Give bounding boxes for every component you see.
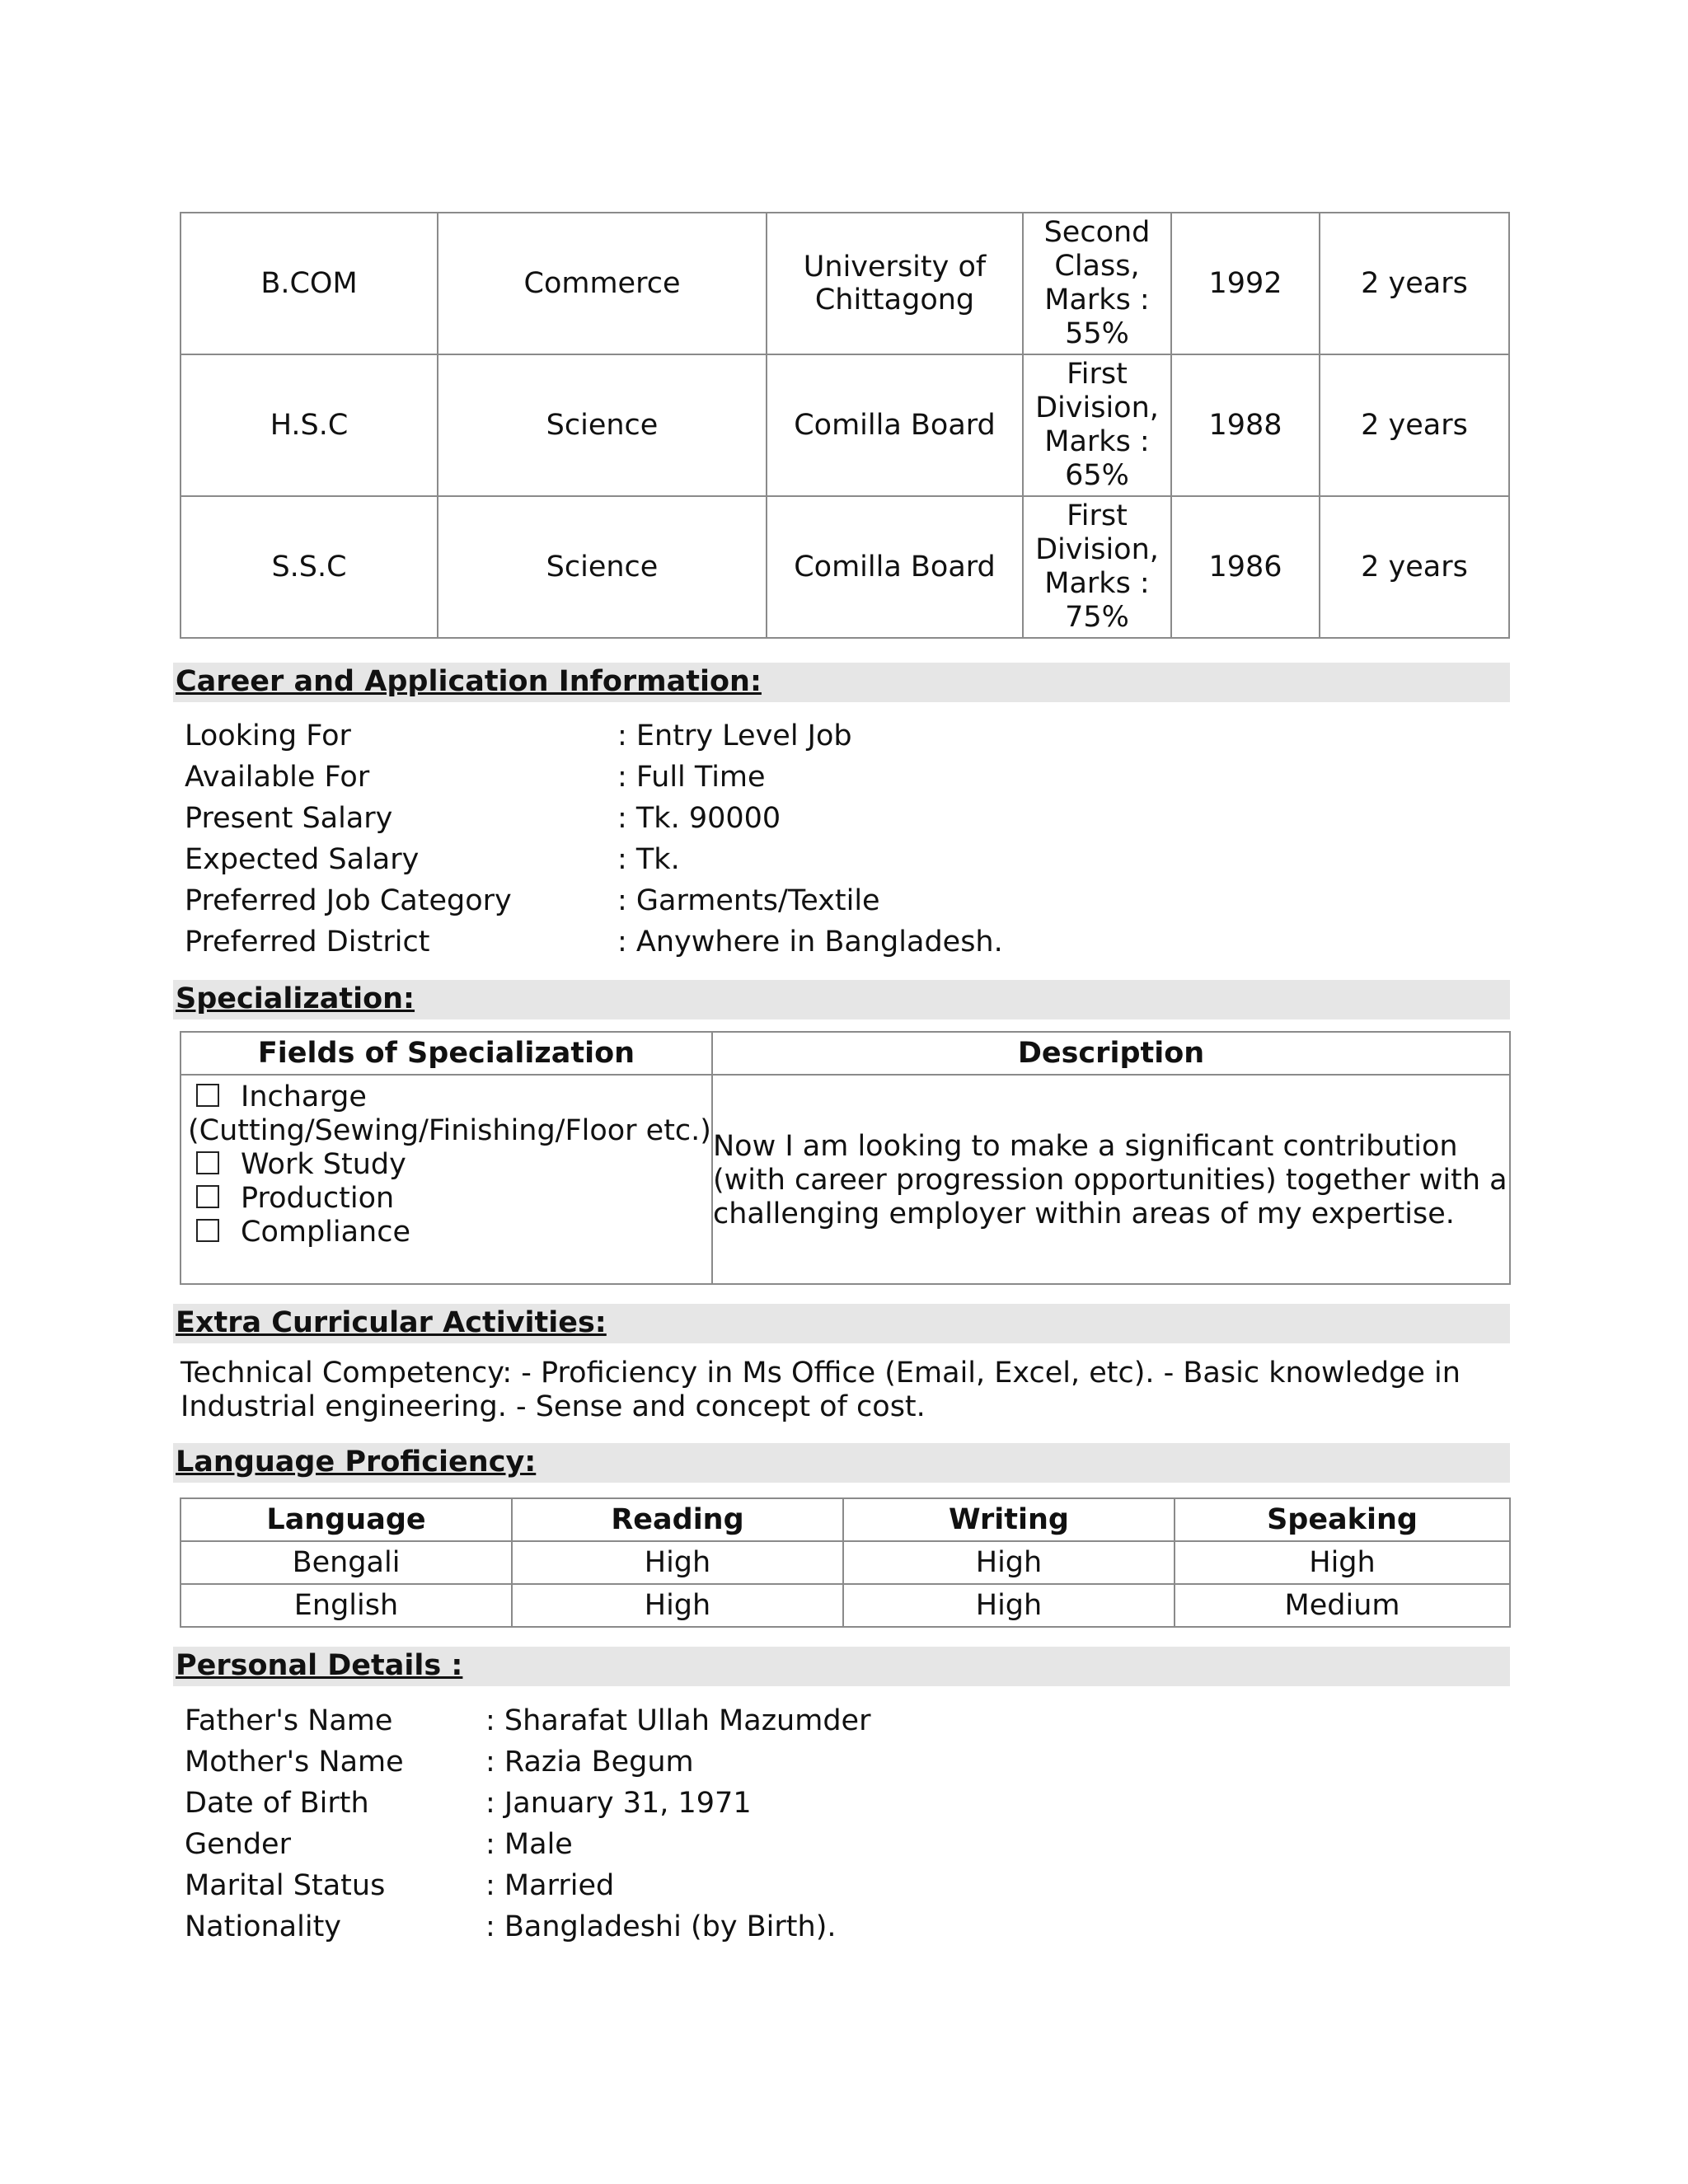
institute-line: Chittagong: [814, 284, 975, 316]
group-cell: Science: [438, 354, 767, 496]
personal-details-heading: Personal Details :: [176, 1649, 463, 1682]
career-value: : Anywhere in Bangladesh.: [617, 926, 1003, 958]
field-label: Compliance: [241, 1216, 411, 1249]
career-heading: Career and Application Information:: [176, 665, 762, 698]
checkbox-icon: [196, 1084, 219, 1107]
result-cell: [1023, 354, 1171, 496]
result-line: First: [1067, 499, 1128, 532]
result-line: First: [1067, 358, 1128, 391]
specialization-heading: Specialization:: [176, 982, 415, 1015]
writing-cell: High: [843, 1541, 1175, 1584]
year-cell: 1986: [1171, 496, 1320, 638]
personal-detail-row: [185, 1783, 870, 1824]
personal-details-list: [185, 1700, 870, 1947]
writing-column-header: Writing: [843, 1498, 1175, 1541]
career-value: : Tk.: [617, 843, 680, 876]
duration-cell: 2 years: [1320, 213, 1509, 354]
result-line: Marks :: [1044, 425, 1150, 458]
list-item: [193, 1148, 711, 1182]
education-table: [180, 212, 1510, 639]
language-table: [180, 1497, 1511, 1628]
personal-label: Father's Name: [185, 1704, 393, 1737]
language-cell: English: [181, 1584, 512, 1627]
year-cell: 1992: [1171, 213, 1320, 354]
education-row: [181, 354, 1509, 496]
group-cell: Commerce: [438, 213, 767, 354]
career-section-header: [173, 663, 1510, 702]
result-line: 75%: [1065, 601, 1129, 634]
career-label: Available For: [185, 761, 370, 794]
personal-label: Gender: [185, 1828, 291, 1861]
personal-value: : Bangladeshi (by Birth).: [485, 1910, 837, 1943]
speaking-cell: High: [1175, 1541, 1510, 1584]
career-info-row: [185, 798, 1003, 839]
institute-cell: [767, 213, 1023, 354]
list-item: [188, 1114, 711, 1148]
language-cell: Bengali: [181, 1541, 512, 1584]
list-item: [193, 1182, 711, 1216]
field-label: Production: [241, 1182, 395, 1215]
list-item: [193, 1080, 711, 1114]
extra-curricular-heading: Extra Curricular Activities:: [176, 1306, 607, 1339]
personal-value: : Married: [485, 1869, 615, 1902]
reading-cell: High: [512, 1584, 843, 1627]
career-info-row: [185, 880, 1003, 921]
year-cell: 1988: [1171, 354, 1320, 496]
result-line: Class,: [1054, 250, 1140, 283]
personal-value: : Male: [485, 1828, 573, 1861]
language-header-row: [181, 1498, 1510, 1541]
career-value: : Garments/Textile: [617, 884, 880, 917]
education-row: [181, 213, 1509, 354]
extra-curricular-text: Technical Competency: - Proficiency in Ms Office (Email, Excel, etc). - Basic knowledge in Industrial engineering. - Sense and concept of cost.: [181, 1357, 1461, 1423]
fields-cell: [181, 1075, 712, 1284]
personal-detail-row: [185, 1824, 870, 1865]
duration-cell: 2 years: [1320, 496, 1509, 638]
career-label: Present Salary: [185, 802, 393, 835]
personal-detail-row: [185, 1865, 870, 1906]
fields-list: [181, 1076, 711, 1249]
specialization-row: [181, 1075, 1510, 1284]
duration-cell: 2 years: [1320, 354, 1509, 496]
list-item: [193, 1216, 711, 1249]
institute-line: Comilla Board: [794, 551, 996, 583]
checkbox-icon: [196, 1151, 219, 1174]
result-line: Division,: [1035, 391, 1159, 424]
reading-cell: High: [512, 1541, 843, 1584]
result-line: Marks :: [1044, 567, 1150, 600]
specialization-section-header: [173, 980, 1510, 1019]
career-label: Preferred Job Category: [185, 884, 512, 917]
result-cell: [1023, 213, 1171, 354]
career-info-row: [185, 921, 1003, 963]
personal-label: Nationality: [185, 1910, 342, 1943]
personal-detail-row: [185, 1700, 870, 1741]
institute-cell: [767, 496, 1023, 638]
language-heading: Language Proficiency:: [176, 1446, 537, 1479]
result-cell: [1023, 496, 1171, 638]
career-info-row: [185, 839, 1003, 880]
career-value: : Tk. 90000: [617, 802, 781, 835]
personal-label: Date of Birth: [185, 1787, 369, 1820]
personal-value: : Sharafat Ullah Mazumder: [485, 1704, 871, 1737]
career-value: : Full Time: [617, 761, 766, 794]
career-info-list: [185, 715, 1003, 963]
table-row: [181, 1584, 1510, 1627]
career-label: Preferred District: [185, 926, 430, 958]
table-row: [181, 1541, 1510, 1584]
career-info-row: [185, 715, 1003, 757]
description-column-header: Description: [712, 1032, 1510, 1075]
institute-line: Comilla Board: [794, 409, 996, 442]
personal-value: : Razia Begum: [485, 1746, 694, 1779]
career-info-row: [185, 757, 1003, 798]
fields-column-header: Fields of Specialization: [181, 1032, 712, 1075]
institute-cell: [767, 354, 1023, 496]
career-value: : Entry Level Job: [617, 719, 852, 752]
description-cell: [712, 1075, 1510, 1284]
degree-cell: H.S.C: [181, 354, 438, 496]
extra-curricular-section-header: [173, 1304, 1510, 1343]
field-label: (Cutting/Sewing/Finishing/Floor etc.): [188, 1114, 711, 1147]
personal-value: : January 31, 1971: [485, 1787, 752, 1820]
result-line: Marks :: [1044, 284, 1150, 316]
speaking-column-header: Speaking: [1175, 1498, 1510, 1541]
career-label: Expected Salary: [185, 843, 420, 876]
language-column-header: Language: [181, 1498, 512, 1541]
personal-label: Mother's Name: [185, 1746, 404, 1779]
education-row: [181, 496, 1509, 638]
language-section-header: [173, 1443, 1510, 1483]
reading-column-header: Reading: [512, 1498, 843, 1541]
personal-details-section-header: [173, 1647, 1510, 1686]
group-cell: Science: [438, 496, 767, 638]
checkbox-icon: [196, 1219, 219, 1242]
field-label: Work Study: [241, 1148, 406, 1181]
writing-cell: High: [843, 1584, 1175, 1627]
degree-cell: B.COM: [181, 213, 438, 354]
personal-detail-row: [185, 1741, 870, 1783]
career-label: Looking For: [185, 719, 351, 752]
result-line: 65%: [1065, 459, 1129, 492]
degree-cell: S.S.C: [181, 496, 438, 638]
specialization-table: [180, 1031, 1511, 1285]
description-text: Now I am looking to make a significant contribution (with career progression opportunities) together with a challenging employer within areas of my expertise.: [713, 1130, 1507, 1230]
personal-detail-row: [185, 1906, 870, 1947]
personal-label: Marital Status: [185, 1869, 386, 1902]
speaking-cell: Medium: [1175, 1584, 1510, 1627]
result-line: Second: [1043, 216, 1151, 249]
result-line: 55%: [1065, 317, 1129, 350]
institute-line: University of: [803, 251, 987, 284]
checkbox-icon: [196, 1185, 219, 1208]
result-line: Division,: [1035, 533, 1159, 566]
specialization-header-row: [181, 1032, 1510, 1075]
field-label: Incharge: [241, 1080, 367, 1113]
